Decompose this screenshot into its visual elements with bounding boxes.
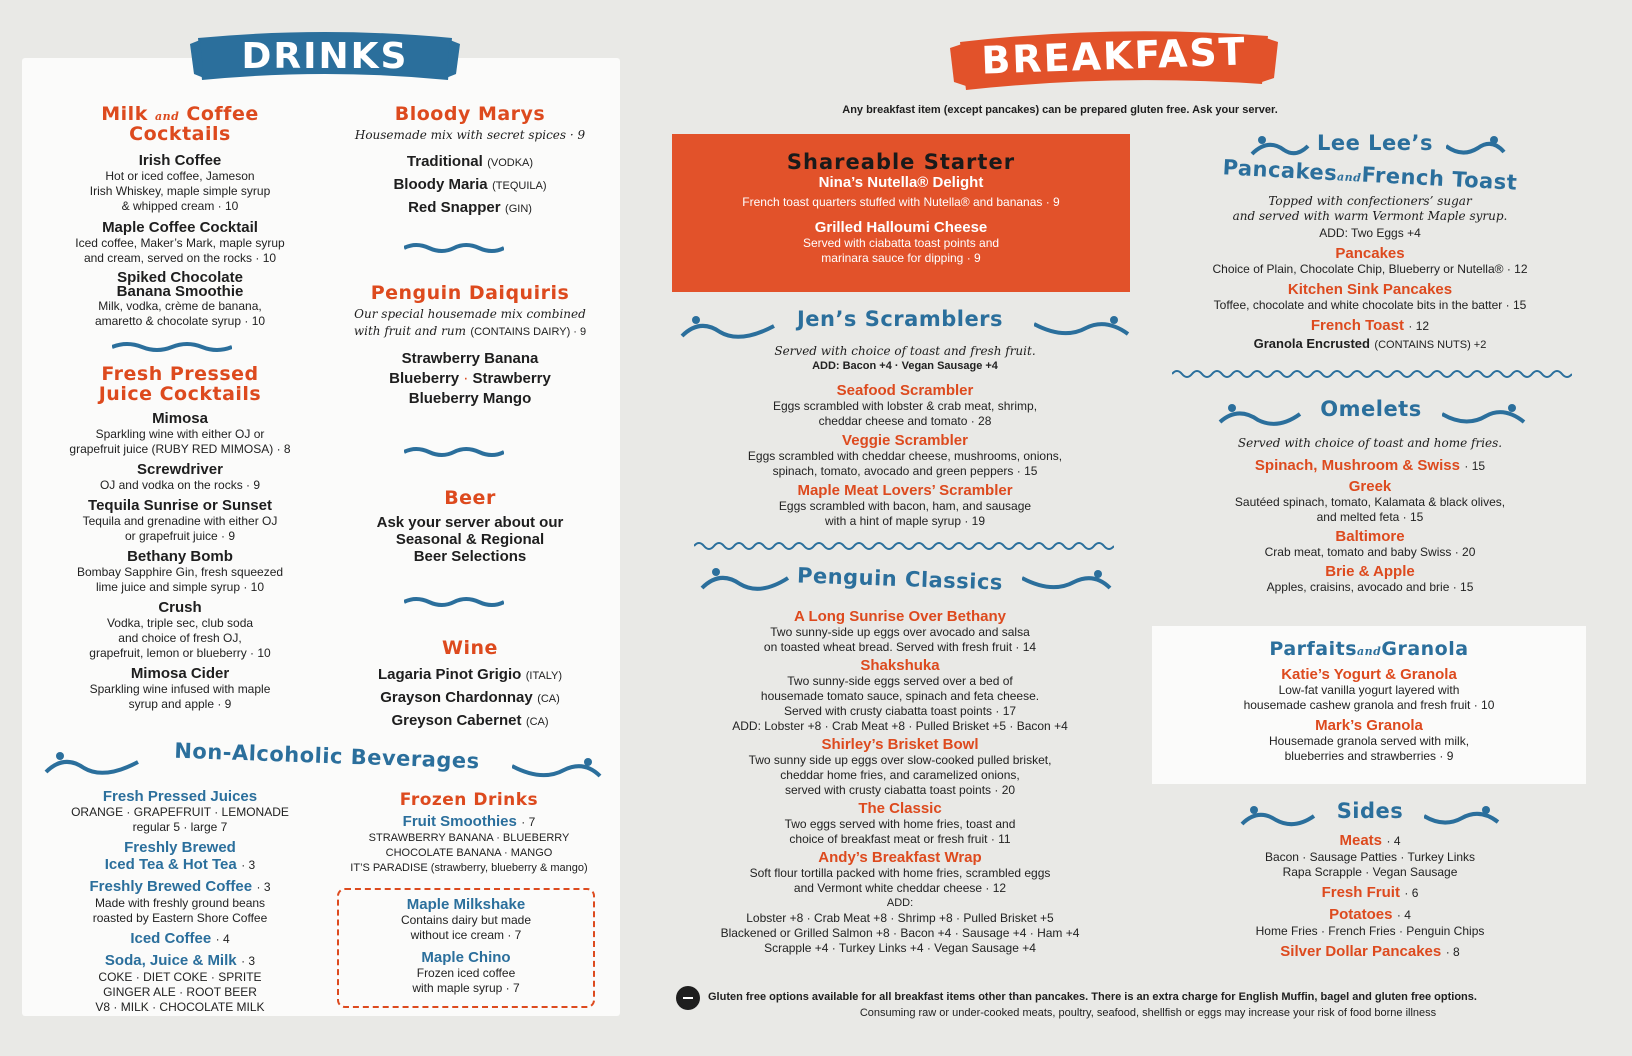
item-price: · 6: [1404, 886, 1419, 900]
item-name: Traditional: [406, 153, 483, 170]
flourish-right: [1034, 310, 1130, 346]
item-price: · 12: [1408, 319, 1430, 333]
beer-line: Seasonal & Regional: [395, 531, 545, 548]
item-desc: Two sunny-side eggs served over a bed of: [787, 674, 1013, 688]
item-name: Greek: [1348, 478, 1392, 495]
milk-coffee-heading: [40, 104, 320, 144]
item-name: Veggie Scrambler: [842, 432, 968, 449]
heading-and: and: [154, 110, 180, 123]
item-name: A Long Sunrise Over Bethany: [794, 608, 1006, 625]
item-name: Andy’s Breakfast Wrap: [818, 849, 982, 866]
classics-section: [660, 608, 1140, 956]
item-desc: Choice of Plain, Chocolate Chip, Blueberry or Nutella® · 12: [1212, 262, 1528, 276]
item-desc: Rapa Scrapple · Vegan Sausage: [1282, 865, 1458, 879]
beer-section: [330, 488, 610, 565]
item-desc: grapefruit juice (RUBY RED MIMOSA) · 8: [69, 442, 291, 456]
item-desc: Apples, craisins, avocado and brie · 15: [1266, 580, 1474, 594]
item-name: Screwdriver: [137, 461, 223, 478]
item-desc: Soft flour tortilla packed with home fries, scrambled eggs: [749, 866, 1051, 880]
heading-part: Coffee: [186, 103, 259, 125]
item-desc: Served with crusty ciabatta toast points · 17: [783, 704, 1017, 718]
item-desc: Milk, vodka, crème de banana,: [98, 299, 262, 313]
beer-line: Ask your server about our: [376, 514, 564, 531]
item-name: Seafood Scrambler: [836, 382, 974, 399]
omelets-section: [1150, 436, 1590, 595]
item-desc: V8 · MILK · CHOCOLATE MILK: [95, 1000, 265, 1014]
wave-divider: [404, 242, 504, 254]
item-tag: (CONTAINS NUTS) +2: [1374, 339, 1487, 351]
separator-dot: ·: [463, 370, 469, 387]
scramblers-section: [680, 344, 1130, 529]
item-desc: and melted feta · 15: [1316, 510, 1424, 524]
item-desc: COKE · DIET COKE · SPRITE: [98, 970, 262, 984]
item-name: Strawberry: [472, 370, 551, 387]
item-tag: (GIN): [505, 203, 532, 215]
item-desc: Hot or iced coffee, Jameson: [105, 169, 255, 183]
section-sub: and served with warm Vermont Maple syrup.: [1232, 209, 1508, 223]
raw-food-warning: Consuming raw or under-cooked meats, poultry, seafood, shellfish or eggs may increase your risk of food borne illness: [859, 1007, 1437, 1019]
item-desc: amaretto & chocolate syrup · 10: [94, 314, 266, 328]
item-desc: Made with freshly ground beans: [94, 896, 266, 910]
item-name: Nina’s Nutella® Delight: [818, 174, 984, 191]
section-sub: Topped with confectioners’ sugar: [1268, 194, 1472, 208]
section-sub: with fruit and rum: [353, 324, 466, 338]
frozen-drinks-section: [324, 790, 614, 876]
item-desc: Low-fat vanilla yogurt layered with: [1278, 683, 1460, 697]
item-desc: CHOCOLATE BANANA · MANGO: [385, 847, 553, 859]
flourish-left: [1218, 400, 1302, 432]
item-desc: Contains dairy but made: [400, 913, 532, 927]
add-ons: ADD: Two Eggs +4: [1319, 226, 1421, 240]
item-desc: marinara sauce for dipping · 9: [821, 251, 981, 265]
heading-part: Juice Cocktails: [98, 383, 262, 405]
item-name: Greyson Cabernet: [391, 712, 522, 729]
item-name: Tequila Sunrise or Sunset: [88, 497, 272, 514]
daiquiris-section: [330, 283, 610, 407]
item-name: Banana Smoothie: [116, 283, 244, 300]
item-desc: housemade cashew granola and fresh fruit · 10: [1243, 698, 1495, 712]
juice-section: [40, 364, 320, 712]
item-price: · 3: [241, 954, 256, 968]
item-name: Strawberry Banana: [401, 350, 539, 367]
item-name: Crush: [158, 599, 202, 616]
scramblers-heading: Jen’s Scramblers: [796, 307, 1004, 331]
item-desc: housemade tomato sauce, spinach and feta cheese.: [760, 689, 1040, 703]
item-desc: Tequila and grenadine with either OJ: [82, 514, 278, 528]
item-desc: without ice cream · 7: [410, 928, 522, 942]
section-sub: Served with choice of toast and home fries.: [1237, 436, 1503, 450]
wave-divider: [1172, 368, 1572, 380]
item-desc: IT’S PARADISE (strawberry, blueberry & mango): [350, 862, 588, 874]
item-desc: Housemade granola served with milk,: [1268, 734, 1470, 748]
item-name: Fresh Fruit: [1321, 884, 1400, 901]
item-desc: Two sunny side up eggs over slow-cooked pulled brisket,: [748, 753, 1052, 767]
heading-part: French Toast: [1360, 162, 1518, 195]
item-desc: regular 5 · large 7: [132, 820, 228, 834]
bloody-marys-section: [330, 104, 610, 220]
item-name: Shakshuka: [860, 657, 940, 674]
item-name: Grilled Halloumi Cheese: [814, 219, 988, 236]
add-ons-label: ADD:: [886, 897, 914, 909]
item-desc: Sautéed spinach, tomato, Kalamata & black olives,: [1234, 495, 1506, 509]
item-desc: spinach, tomato, avocado and green peppers · 15: [772, 464, 1038, 478]
add-ons: Lobster +8 · Crab Meat +8 · Shrimp +8 · Pulled Brisket +5: [746, 911, 1054, 925]
item-name: Maple Milkshake: [406, 896, 526, 913]
heading-part: Fresh Pressed: [101, 363, 259, 385]
item-desc: with maple syrup · 7: [412, 981, 520, 995]
item-name: Mimosa Cider: [130, 665, 230, 682]
item-name: Freshly Brewed Coffee: [89, 878, 253, 895]
item-name: Silver Dollar Pancakes: [1280, 943, 1442, 960]
drinks-title: DRINKS: [241, 36, 409, 77]
breakfast-subtitle: Any breakfast item (except pancakes) can be prepared gluten free. Ask your server.: [842, 104, 1278, 116]
item-desc: and Vermont white cheddar cheese · 12: [793, 881, 1007, 895]
flourish-left: [44, 746, 140, 782]
flourish-right: [1424, 802, 1500, 832]
section-sub: Served with choice of toast and fresh fruit.: [774, 344, 1036, 358]
item-name: Spiked Chocolate: [117, 269, 243, 286]
item-desc: Toffee, chocolate and white chocolate bits in the batter · 15: [1213, 298, 1527, 312]
item-desc: Eggs scrambled with lobster & crab meat, shrimp,: [772, 399, 1038, 413]
item-price: · 3: [241, 858, 256, 872]
item-desc: OJ and vodka on the rocks · 9: [99, 478, 261, 492]
breakfast-title: BREAKFAST: [980, 29, 1248, 83]
item-name: Grayson Chardonnay: [380, 689, 533, 706]
item-price: · 4: [1386, 834, 1401, 848]
item-name: Freshly Brewed: [124, 839, 236, 856]
pancakes-section: [1150, 194, 1590, 353]
pancakes-heading: [1170, 154, 1571, 197]
item-tag: (VODKA): [487, 157, 534, 169]
item-price: · 4: [215, 932, 230, 946]
item-name: Katie’s Yogurt & Granola: [1281, 666, 1457, 683]
non-alcoholic-list: [40, 788, 320, 1015]
gluten-free-icon-mark: [683, 997, 693, 999]
beer-line: Beer Selections: [413, 548, 527, 565]
heading-part: Parfaits: [1269, 638, 1358, 660]
add-ons: Blackened or Grilled Salmon +8 · Bacon +4 · Sausage +4 · Ham +4: [720, 926, 1080, 940]
shareable-starter-box: [672, 134, 1130, 292]
omelets-heading: Omelets: [1320, 397, 1422, 421]
wave-divider: [112, 341, 232, 353]
item-desc: Bombay Sapphire Gin, fresh squeezed: [76, 565, 284, 579]
item-desc: Frozen iced coffee: [416, 966, 516, 980]
sides-section: [1150, 832, 1590, 961]
item-desc: Vodka, triple sec, club soda: [106, 616, 254, 630]
item-name: Potatoes: [1329, 906, 1393, 923]
item-desc: GINGER ALE · ROOT BEER: [103, 985, 257, 999]
add-ons: Scrapple +4 · Turkey Links +4 · Vegan Sausage +4: [764, 941, 1036, 955]
wave-divider: [694, 540, 1114, 552]
item-name: Fruit Smoothies: [402, 813, 517, 830]
item-name: Granola Encrusted: [1253, 336, 1370, 351]
flourish-left: [1240, 802, 1316, 832]
item-desc: on toasted wheat bread. Served with fresh fruit · 14: [763, 640, 1037, 654]
item-name: Brie & Apple: [1325, 563, 1415, 580]
item-name: Meats: [1339, 832, 1383, 849]
item-desc: Served with ciabatta toast points and: [802, 236, 1000, 250]
item-tag: (TEQUILA): [492, 180, 547, 192]
daiquiris-heading: Penguin Daiquiris: [370, 282, 570, 304]
item-desc: Irish Whiskey, maple simple syrup: [89, 184, 271, 198]
sides-heading: Sides: [1336, 799, 1404, 823]
item-desc: choice of breakfast meat or fresh fruit · 11: [789, 832, 1011, 846]
item-desc: Bacon · Sausage Patties · Turkey Links: [1264, 850, 1476, 864]
item-name: Baltimore: [1335, 528, 1405, 545]
heading-part: Milk: [101, 103, 148, 125]
item-price: · 3: [256, 880, 271, 894]
item-desc: Two sunny-side up eggs over avocado and salsa: [770, 625, 1030, 639]
item-name: Blueberry Mango: [408, 390, 532, 407]
maple-drinks-box: [337, 888, 595, 1008]
pancakes-heading-top: Lee Lee’s: [1316, 131, 1434, 155]
heading-part: Cocktails: [129, 123, 231, 145]
starter-heading: Shareable Starter: [786, 150, 1016, 174]
wine-heading: Wine: [442, 637, 498, 659]
beer-heading: Beer: [444, 487, 496, 509]
gluten-free-note: Gluten free options available for all breakfast items other than pancakes. There is an extra charge for English Muffin, bagel and gluten free options.: [708, 991, 1477, 1003]
frozen-heading: Frozen Drinks: [399, 790, 539, 810]
item-desc: cheddar home fries, and caramelized onions,: [780, 768, 1020, 782]
section-tag: (CONTAINS DAIRY) · 9: [470, 326, 587, 338]
wave-divider: [404, 596, 504, 608]
item-name: Mimosa: [152, 410, 208, 427]
item-name: Red Snapper: [408, 199, 501, 216]
item-desc: blueberries and strawberries · 9: [1284, 749, 1454, 763]
item-desc: Home Fries · French Fries · Penguin Chips: [1255, 924, 1485, 938]
item-tag: (CA): [537, 693, 560, 705]
item-tag: (ITALY): [525, 670, 563, 682]
item-desc: Sparkling wine with either OJ or: [95, 427, 265, 441]
heading-part: Granola: [1381, 638, 1469, 660]
parfaits-heading: [1152, 638, 1586, 660]
item-desc: Two eggs served with home fries, toast and: [784, 817, 1016, 831]
item-desc: roasted by Eastern Shore Coffee: [92, 911, 268, 925]
item-name: Lagaria Pinot Grigio: [377, 666, 522, 683]
item-name: Blueberry: [389, 370, 460, 387]
item-desc: Sparkling wine infused with maple: [89, 682, 271, 696]
add-ons: ADD: Bacon +4 · Vegan Sausage +4: [812, 360, 998, 372]
bloody-marys-heading: Bloody Marys: [394, 103, 546, 125]
item-name: Maple Chino: [421, 949, 511, 966]
item-name: Soda, Juice & Milk: [104, 952, 237, 969]
item-name: Iced Tea & Hot Tea: [104, 856, 237, 873]
flourish-right: [1446, 132, 1506, 162]
item-desc: or grapefruit juice · 9: [124, 529, 236, 543]
item-name: Pancakes: [1335, 245, 1405, 262]
item-desc: served with crusty ciabatta toast points · 20: [784, 783, 1016, 797]
heading-and: and: [1336, 170, 1362, 185]
item-price: · 4: [1396, 908, 1411, 922]
item-name: Shirley’s Brisket Bowl: [821, 736, 979, 753]
item-desc: & whipped cream · 10: [121, 199, 239, 213]
item-name: French Toast: [1310, 317, 1404, 334]
item-name: Iced Coffee: [130, 930, 212, 947]
item-desc: and choice of fresh OJ,: [118, 631, 242, 645]
item-desc: Iced coffee, Maker’s Mark, maple syrup: [75, 236, 285, 250]
item-name: Irish Coffee: [138, 152, 222, 169]
heading-and: and: [1357, 645, 1382, 658]
classics-heading: Penguin Classics: [796, 563, 1004, 595]
item-desc: ORANGE · GRAPEFRUIT · LEMONADE: [71, 805, 289, 819]
item-price: · 15: [1464, 459, 1486, 473]
item-name: Kitchen Sink Pancakes: [1287, 281, 1453, 298]
item-desc: with a hint of maple syrup · 19: [824, 514, 986, 528]
item-price: · 8: [1445, 945, 1460, 959]
item-name: Bloody Maria: [393, 176, 488, 193]
item-desc: Crab meat, tomato and baby Swiss · 20: [1264, 545, 1476, 559]
item-name: Bethany Bomb: [127, 548, 233, 565]
item-desc: lime juice and simple syrup · 10: [95, 580, 265, 594]
item-name: Maple Meat Lovers’ Scrambler: [797, 482, 1013, 499]
juice-heading: [40, 364, 320, 404]
item-desc: Eggs scrambled with bacon, ham, and sausage: [778, 499, 1032, 513]
item-tag: (CA): [525, 716, 549, 728]
flourish-right: [512, 752, 602, 788]
non-alcoholic-heading: Non-Alcoholic Beverages: [173, 738, 481, 774]
item-desc: and cream, served on the rocks · 10: [83, 251, 277, 265]
item-desc: French toast quarters stuffed with Nutella® and bananas · 9: [742, 195, 1060, 209]
section-sub: Our special housemade mix combined: [354, 307, 586, 321]
flourish-right: [1442, 400, 1526, 432]
item-name: Maple Coffee Cocktail: [102, 219, 258, 236]
milk-coffee-section: [40, 104, 320, 329]
parfaits-box: [1152, 626, 1586, 784]
wave-divider: [404, 446, 504, 458]
wine-section: [330, 638, 610, 733]
item-name: Fresh Pressed Juices: [102, 788, 258, 805]
item-name: The Classic: [858, 800, 942, 817]
item-desc: grapefruit, lemon or blueberry · 10: [89, 646, 271, 660]
item-price: · 7: [521, 815, 536, 829]
item-desc: syrup and apple · 9: [128, 697, 232, 711]
item-desc: cheddar cheese and tomato · 28: [818, 414, 992, 428]
item-name: Spinach, Mushroom & Swiss: [1254, 457, 1460, 474]
section-sub: Housemade mix with secret spices · 9: [354, 128, 586, 142]
item-desc: STRAWBERRY BANANA · BLUEBERRY: [368, 832, 570, 844]
item-name: Mark’s Granola: [1315, 717, 1423, 734]
item-desc: Eggs scrambled with cheddar cheese, mushrooms, onions,: [747, 449, 1063, 463]
add-ons: ADD: Lobster +8 · Crab Meat +8 · Pulled Brisket +5 · Bacon +4: [732, 719, 1068, 733]
heading-part: Pancakes: [1222, 155, 1338, 186]
